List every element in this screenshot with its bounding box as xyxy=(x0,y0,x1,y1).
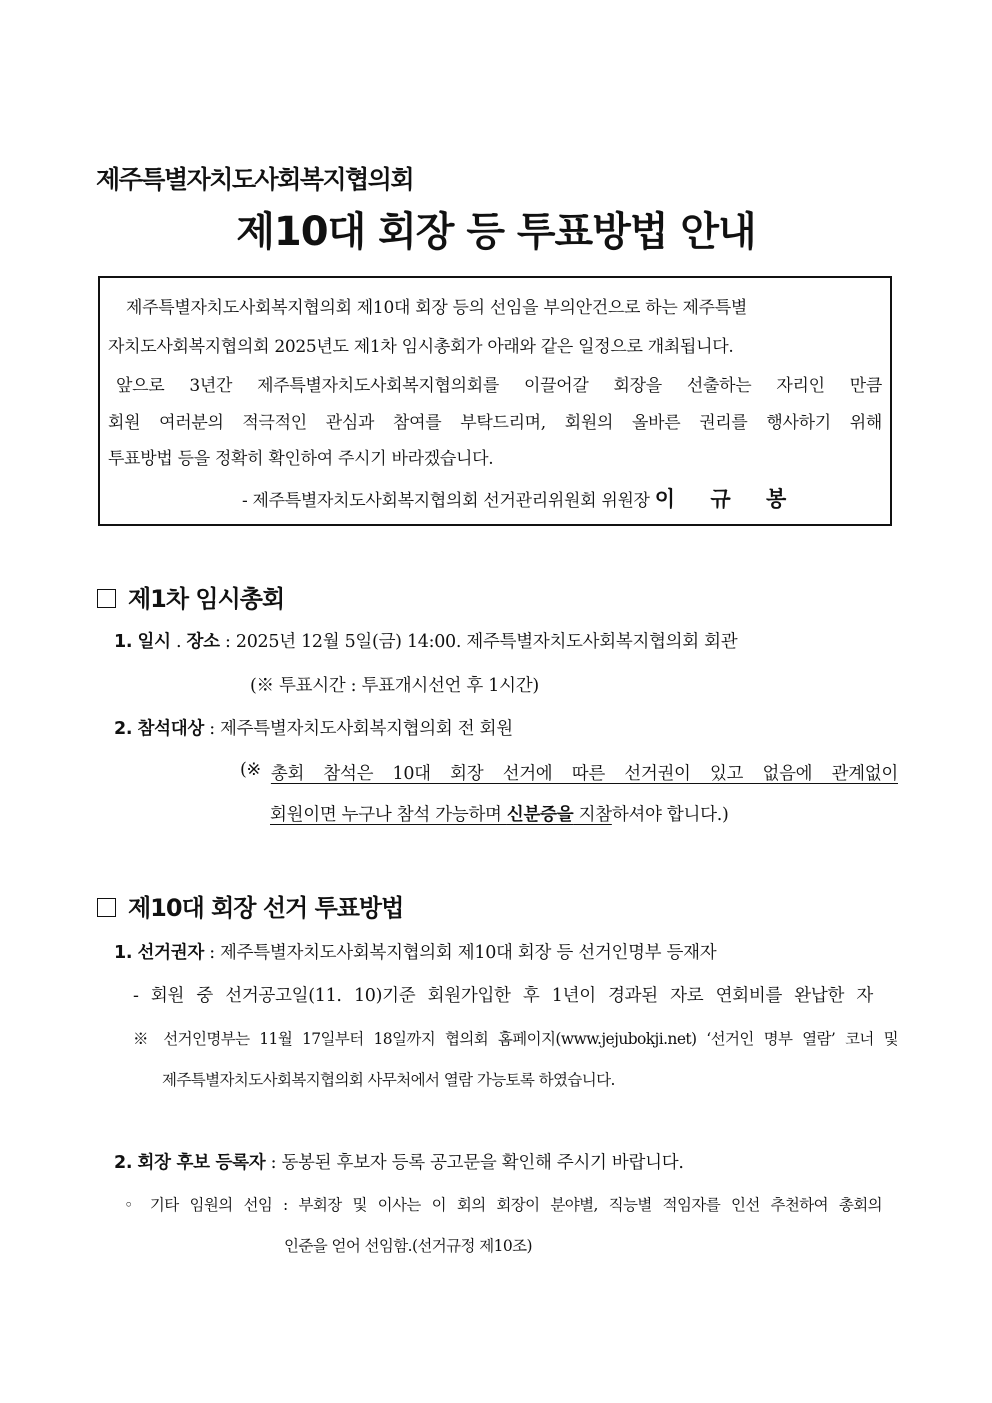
notice-signature xyxy=(242,483,800,513)
section-heading xyxy=(97,888,403,923)
note-text: 회원이면 누구나 참석 가능하며 xyxy=(270,805,507,825)
item-label: 장소 xyxy=(186,632,220,652)
item-number: 1. xyxy=(114,943,133,963)
note-text: 지참 xyxy=(573,805,612,825)
other-officers-note: 인준을 얻어 선임함.(선거규정 제10조) xyxy=(284,1237,532,1255)
notice-line: 투표방법 등을 정확히 확인하여 주시기 바라겠습니다. xyxy=(108,449,494,469)
section-heading xyxy=(97,579,284,614)
list-item xyxy=(114,628,737,653)
signature-prefix: - 제주특별자치도사회복지협의회 선거관리위원회 위원장 xyxy=(242,491,650,511)
note-text: 총회 참석은 10대 회장 선거에 따른 선거권이 있고 없음에 관계없이 xyxy=(270,764,898,784)
item-text: : 제주특별자치도사회복지협의회 전 회원 xyxy=(209,719,513,739)
item-note xyxy=(240,760,898,785)
checkbox-square-icon xyxy=(97,589,116,608)
note-marker: (※ xyxy=(240,760,261,780)
item-note xyxy=(270,801,729,826)
item-label: 회장 후보 등록자 xyxy=(137,1153,266,1173)
section-title: 제10대 회장 선거 투표방법 xyxy=(128,894,404,922)
item-text: : 제주특별자치도사회복지협의회 제10대 회장 등 선거인명부 등재자 xyxy=(209,943,717,963)
item-label: 참석대상 xyxy=(137,719,204,739)
item-note: (※ 투표시간 : 투표개시선언 후 1시간) xyxy=(250,676,539,696)
checkbox-square-icon xyxy=(97,898,116,917)
item-note: ※ 선거인명부는 11월 17일부터 18일까지 협의회 홈페이지(www.jejubokji.net) ‘선거인 명부 열람’ 코너 및 xyxy=(133,1030,898,1048)
list-item xyxy=(114,715,513,740)
section-title: 제1차 임시총회 xyxy=(128,585,285,613)
item-text: : 2025년 12월 5일(금) 14:00. 제주특별자치도사회복지협의회 회관 xyxy=(225,632,738,652)
item-number: 1. xyxy=(114,632,133,652)
note-emphasis: 신분증을 xyxy=(506,805,574,825)
notice-line: 자치도사회복지협의회 2025년도 제1차 임시총회가 아래와 같은 일정으로 개최됩니다. xyxy=(108,337,734,357)
note-text: 하셔야 합니다.) xyxy=(611,805,729,825)
item-separator: . xyxy=(175,632,182,652)
item-subtext: - 회원 중 선거공고일(11. 10)기준 회원가입한 후 1년이 경과된 자로 연회비를 완납한 자 xyxy=(133,986,873,1006)
item-note: 제주특별자치도사회복지협의회 사무처에서 열람 가능토록 하였습니다. xyxy=(162,1071,615,1089)
item-text: : 동봉된 후보자 등록 공고문을 확인해 주시기 바랍니다. xyxy=(270,1153,684,1173)
item-label: 일시 xyxy=(137,632,171,652)
item-number: 2. xyxy=(114,1153,133,1173)
signature-name: 이 규 봉 xyxy=(654,487,801,511)
notice-line: 제주특별자치도사회복지협의회 제10대 회장 등의 선임을 부의안건으로 하는 제주특별 xyxy=(126,298,748,318)
item-label: 선거권자 xyxy=(137,943,204,963)
list-item xyxy=(114,939,716,964)
list-item xyxy=(114,1149,684,1174)
other-officers-note: ◦ 기타 임원의 선임 : 부회장 및 이사는 이 회의 회장이 분야별, 직능별 적임자를 인선 추천하여 총회의 xyxy=(124,1196,882,1214)
item-number: 2. xyxy=(114,719,133,739)
notice-line: 앞으로 3년간 제주특별자치도사회복지협의회를 이끌어갈 회장을 선출하는 자리인 만큼 xyxy=(116,376,882,396)
notice-line: 회원 여러분의 적극적인 관심과 참여를 부탁드리며, 회원의 올바른 권리를 행사하기 위해 xyxy=(108,413,882,433)
organization-name: 제주특별자치도사회복지협의회 xyxy=(96,165,414,194)
document-title: 제10대 회장 등 투표방법 안내 xyxy=(236,209,756,255)
